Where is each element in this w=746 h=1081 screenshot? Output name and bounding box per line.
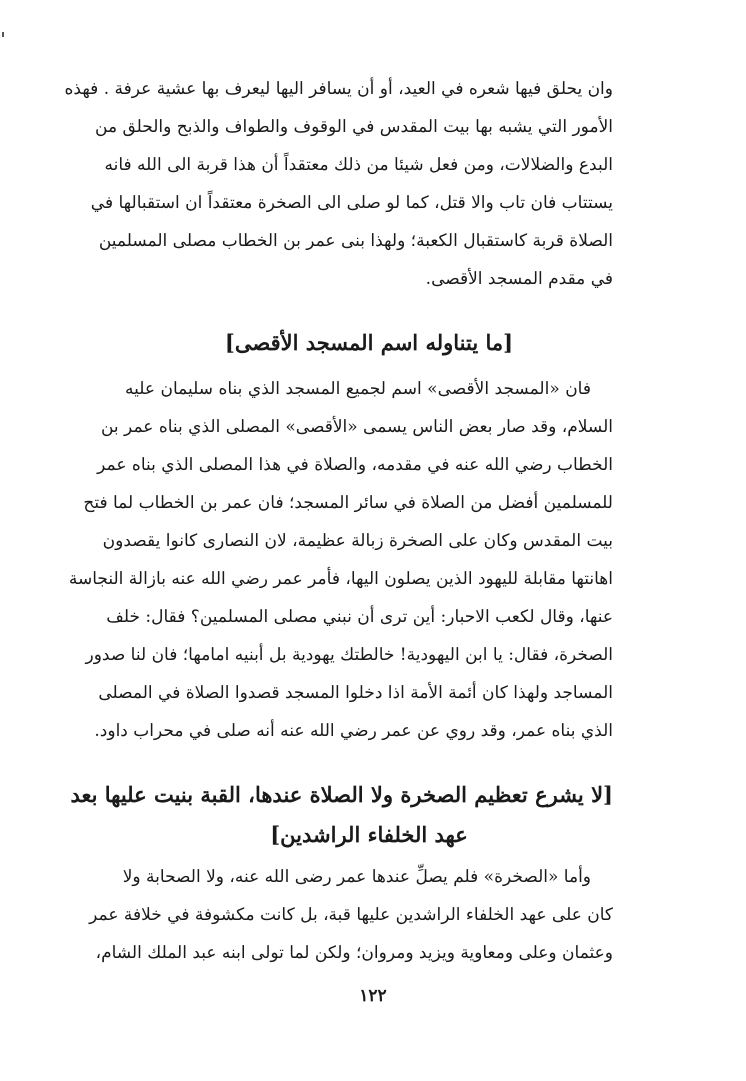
paragraph-1-line: الصلاة قربة كاستقبال الكعبة؛ ولهذا بنى عمر بن الخطاب مصلى المسلمين [98,231,613,251]
paragraph-2-line: اهانتها مقابلة لليهود الذين يصلون اليها، فأمر عمر رضي الله عنه بازالة النجاسة [68,569,613,589]
paragraph-1-line: في مقدم المسجد الأقصى. [425,269,613,289]
section-heading-line: [لا يشرع تعظيم الصخرة ولا الصلاة عندها، القبة بنيت عليها بعد [70,782,613,807]
paragraph-1-line: البدع والضلالات، ومن فعل شيئا من ذلك معتقداً أن هذا قربة الى الله فانه [104,155,613,175]
paragraph-3-line: وأما «الصخرة» فلم يصلِّ عندها عمر رضى الله عنه، ولا الصحابة ولا [122,867,591,887]
paragraph-2-line: بيت المقدس وكان على الصخرة زبالة عظيمة، لان النصارى كانوا يقصدون [102,531,613,551]
section-heading-line: عهد الخلفاء الراشدين] [270,822,468,847]
paragraph-2 [68,370,613,750]
paragraph-1-line: يستتاب فان تاب والا قتل، كما لو صلى الى الصخرة معتقداً ان استقبالها في [90,193,613,213]
paragraph-1-line: وان يحلق فيها شعره في العيد، أو أن يسافر اليها ليعرف بها عشية عرفة . فهذه [64,79,613,99]
paragraph-2-line: الذي بناه عمر، وقد روي عن عمر رضي الله عنه أنه صلى في محراب داود. [94,721,613,741]
paragraph-3-line: وعثمان وعلى ومعاوية ويزيد ومروان؛ ولكن لما تولى ابنه عبد الملك الشام، [95,943,613,963]
section-heading: [ما يتناوله اسم المسجد الأقصى] [224,330,514,355]
paragraph-2-line: الخطاب رضي الله عنه في مقدمه، والصلاة في هذا المصلى الذي بناه عمر [97,455,613,475]
section-heading [70,775,613,855]
paragraph-1-line: الأمور التي يشبه بها بيت المقدس في الوقوف والطواف والذبح والحلق من [95,117,613,137]
margin-mark [2,32,4,37]
paragraph-2-line: الصخرة، فقال: يا ابن اليهودية! خالطتك يهودية بل أبنيه امامها؛ فان لنا صدور [85,645,613,665]
paragraph-2-line: السلام، وقد صار بعض الناس يسمى «الأقصى» المصلى الذي بناه عمر بن [100,417,613,437]
paragraph-3 [89,858,613,972]
page-number: ١٢٢ [359,986,387,1006]
paragraph-3-line: كان على عهد الخلفاء الراشدين عليها قبة، بل كانت مكشوفة في خلافة عمر [89,905,613,925]
paragraph-2-line: للمسلمين أفضل من الصلاة في سائر المسجد؛ فان عمر بن الخطاب لما فتح [83,493,613,513]
paragraph-2-line: المساجد ولهذا كان أئمة الأمة اذا دخلوا المسجد قصدوا الصلاة في المصلى [98,683,613,703]
paragraph-1 [64,70,613,298]
paragraph-2-line: فان «المسجد الأقصى» اسم لجميع المسجد الذي بناه سليمان عليه [125,379,591,399]
paragraph-2-line: عنها، وقال لكعب الاحبار: أين ترى أن نبني مصلى المسلمين؟ فقال: خلف [106,607,613,627]
